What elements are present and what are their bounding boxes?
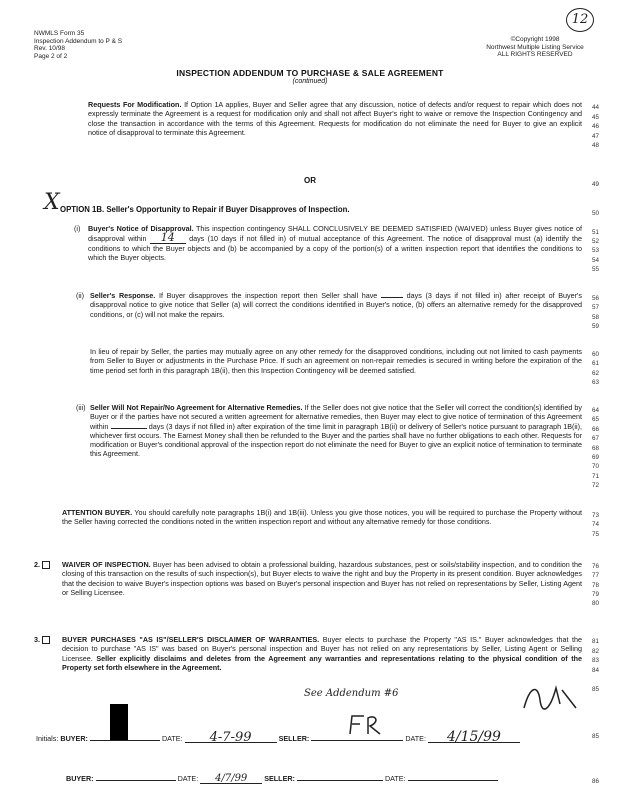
page-subtitle: (continued) bbox=[292, 78, 328, 85]
section-2-number: 2. bbox=[34, 560, 40, 569]
line-number: 76 bbox=[592, 563, 600, 570]
item-iii-body2: days (3 days if not filled in) after expiration of the time limit in paragraph 1B(ii) or delivery of Seller's notice pursuant to paragraph 1B(ii), whichever first occurs. The Earnest Money shall then be refunded to the Buyer and the parties shall have no further obligations to each other. Requests for modification or Buyer's conditional approval of the inspection report do not eliminate the need for Buyer to give an explicit notice of termination to terminate this Agreement. bbox=[90, 421, 583, 459]
item-i-paragraph bbox=[88, 224, 582, 262]
line-number: 64 bbox=[592, 407, 600, 414]
line-number: 63 bbox=[592, 379, 600, 386]
item-iii-paragraph bbox=[90, 403, 582, 459]
item-ii-body1: If Buyer disapproves the inspection report then Seller shall have bbox=[158, 291, 378, 300]
line-number: 51 bbox=[592, 229, 600, 236]
line-number: 77 bbox=[592, 572, 600, 579]
redaction-block bbox=[110, 704, 128, 740]
section-3-heading: BUYER PURCHASES "AS IS"/SELLER'S DISCLAIMER OF WARRANTIES. bbox=[62, 635, 320, 644]
line-number: 75 bbox=[592, 531, 600, 538]
seller-date-field-1[interactable]: 4/15/99 bbox=[428, 733, 520, 743]
or-divider: OR bbox=[304, 176, 316, 185]
seller-label-2: SELLER: bbox=[264, 774, 295, 783]
buyer-label-2: BUYER: bbox=[66, 774, 94, 783]
section-2-paragraph bbox=[62, 560, 582, 597]
attention-paragraph bbox=[62, 508, 582, 527]
line-number: 58 bbox=[592, 314, 600, 321]
form-header-left bbox=[34, 30, 122, 60]
buyer-date-field-1[interactable]: 4-7-99 bbox=[185, 733, 277, 743]
section-2-marker bbox=[34, 560, 50, 569]
line-number: 49 bbox=[592, 181, 600, 188]
page-title: INSPECTION ADDENDUM TO PURCHASE & SALE AGREEMENT bbox=[176, 68, 444, 78]
rights: ALL RIGHTS RESERVED bbox=[497, 51, 573, 58]
item-iii-heading: Seller Will Not Repair/No Agreement for Alternative Remedies. bbox=[90, 403, 303, 412]
attention-body: You should carefully note paragraphs 1B(i) and 1B(iii). Unless you give those notices, you will be required to purchase the Property without the Seller having corrected the conditions noted in the written inspection report and without any alternative remedy for those conditions. bbox=[62, 508, 582, 527]
circled-page-mark bbox=[566, 8, 594, 32]
initials-label: Initials: bbox=[36, 734, 59, 743]
line-number: 48 bbox=[592, 142, 600, 149]
line-number: 54 bbox=[592, 257, 600, 264]
form-header-right bbox=[470, 36, 600, 59]
disapproval-days-field[interactable]: 14 bbox=[150, 233, 186, 243]
seller-date-field-2[interactable] bbox=[408, 780, 498, 781]
line-number: 78 bbox=[592, 582, 600, 589]
line-number: 81 bbox=[592, 638, 600, 645]
line-number: 66 bbox=[592, 426, 600, 433]
form-number: NWMLS Form 35 bbox=[34, 30, 85, 37]
item-ii-body2: days (3 days if not filled in) after receipt of Buyer's disapproval notice to give notice that Seller (a) will correct the conditions identified in Buyer's notice, (b) offers an alternative remedy for the disapproved conditions, or (c) will not make the repairs. bbox=[90, 291, 583, 319]
section-3-marker bbox=[34, 635, 50, 644]
section-3-checkbox[interactable] bbox=[42, 636, 50, 644]
item-iii-label: (iii) bbox=[76, 403, 86, 412]
requests-heading: Requests For Modification. bbox=[88, 100, 182, 109]
line-number: 74 bbox=[592, 521, 600, 528]
publisher: Northwest Multiple Listing Service bbox=[486, 43, 584, 51]
buyer-date-field-2[interactable]: 4/7/99 bbox=[200, 774, 262, 784]
line-number: 67 bbox=[592, 435, 600, 442]
circled-page-number: 12 bbox=[571, 12, 589, 27]
section-2-body: Buyer has been advised to obtain a professional building, hazardous substances, pest or soils/stability inspection, and to condition the closing of this transaction on the results of such inspection(s), but Buyer elects to waive the right and buy the Property in its present condition. Buyer acknowledges that the decision to waive Buyer's inspection options was based on Buyer's personal inspection and Buyer has not relied on representations by Seller, Listing Agent or Selling Licensee. bbox=[62, 560, 582, 597]
line-number: 71 bbox=[592, 473, 600, 480]
line-number: 55 bbox=[592, 266, 600, 273]
item-ii-heading: Seller's Response. bbox=[90, 291, 156, 300]
line-number: 68 bbox=[592, 445, 600, 452]
initials-row-2 bbox=[66, 774, 596, 784]
item-iii-body1: If the Seller does not give notice that the Seller will correct the condition(s) identified by Buyer or if the parties have not secured a written agreement for alternative remedies, then Buyer may elect to give notice of termination of this Agreement within bbox=[90, 403, 583, 431]
termination-days-field[interactable] bbox=[111, 428, 147, 429]
section-3-body1: Buyer elects to purchase the Property "AS IS." Buyer acknowledges that the decision to purchase "AS IS" was based on Buyer's personal inspection and Buyer has not relied on any representations by Seller, Listing Agent or Selling Licensee. bbox=[62, 635, 583, 663]
form-name: Inspection Addendum to P & S bbox=[34, 37, 123, 45]
line-number: 72 bbox=[592, 482, 600, 489]
initials-row-1 bbox=[36, 730, 596, 743]
line-number: 69 bbox=[592, 454, 600, 461]
seller-initials-signature-1 bbox=[346, 712, 386, 736]
item-i-body1: This inspection contingency SHALL CONCLUSIVELY BE DEEMED SATISFIED (WAIVED) unless Buyer gives notice of disapproval within bbox=[88, 224, 583, 244]
line-number: 47 bbox=[592, 133, 600, 140]
requests-paragraph bbox=[88, 100, 582, 137]
date-label-2: DATE: bbox=[405, 734, 426, 743]
line-number: 57 bbox=[592, 304, 600, 311]
buyer-initials-field-2[interactable] bbox=[96, 780, 176, 781]
line-number: 46 bbox=[592, 123, 600, 130]
item-ii-lieu-paragraph: In lieu of repair by Seller, the parties may mutually agree on any other remedy for the disapproved conditions, including out not limited to cash payments from Seller to Buyer or adjustments in the Purchase Price. If such an agreement on non-repair remedies is secured in writing before the expiration of the time period set forth in this paragraph 1B(ii), then this Inspection Contingency will be deemed satisfied. bbox=[90, 347, 582, 375]
option-checkmark: X bbox=[44, 190, 60, 215]
line-number: 45 bbox=[592, 114, 600, 121]
line-number: 56 bbox=[592, 295, 600, 302]
requests-body: If Option 1A applies, Buyer and Seller agree that any discussion, notice of defects and/or request to repair which does not expressly terminate the Agreement is a request for modification only and shall not affect Buyer's right to waive or remove the Inspection Contingency and close the transaction in accordance with the terms of this Agreement. Requests for modification do not eliminate the need for Buyer to give an explicit notice of disapproval to terminate this Agreement. bbox=[88, 100, 583, 137]
date-label-1: DATE: bbox=[161, 734, 183, 743]
item-ii-paragraph bbox=[90, 291, 582, 319]
seller-initials-field-2[interactable] bbox=[297, 780, 383, 781]
line-number: 82 bbox=[592, 648, 600, 655]
copyright: ©Copyright 1998 bbox=[510, 36, 560, 43]
form-revision: Rev. 10/98 bbox=[34, 45, 65, 52]
line-number: 59 bbox=[592, 323, 600, 330]
line-number: 62 bbox=[592, 370, 600, 377]
line-number: 79 bbox=[592, 591, 600, 598]
seller-initials-field-1[interactable] bbox=[311, 740, 403, 741]
line-number: 65 bbox=[592, 416, 600, 423]
section-3-body2: Seller explicitly disclaims and deletes from the Agreement any warranties and representations relating to the physical condition of the Property set forth elsewhere in the Agreement. bbox=[62, 653, 583, 672]
item-i-body2: days (10 days if not filled in) of mutual acceptance of this Agreement. The notice of disapproval must (a) identify the conditions to which the Buyer objects and (b) be accompanied by a copy of the portion(s) of a written inspection report that identifies the conditions to which the Buyer objects. bbox=[88, 234, 582, 262]
line-number: 44 bbox=[592, 104, 600, 111]
line-number: 52 bbox=[592, 238, 600, 245]
section-3-paragraph bbox=[62, 635, 582, 672]
attention-heading: ATTENTION BUYER. bbox=[62, 508, 133, 517]
seller-response-days-field[interactable] bbox=[381, 297, 403, 298]
line-number: 83 bbox=[592, 657, 600, 664]
option-1b-heading: OPTION 1B. Seller's Opportunity to Repair if Buyer Disapproves of Inspection. bbox=[60, 205, 350, 214]
item-i-heading: Buyer's Notice of Disapproval. bbox=[88, 224, 194, 233]
page-number: Page 2 of 2 bbox=[34, 52, 68, 60]
line-number: 50 bbox=[592, 210, 600, 217]
buyer-label-1: BUYER: bbox=[60, 734, 88, 743]
line-number: 61 bbox=[592, 360, 600, 367]
item-ii-label: (ii) bbox=[76, 291, 84, 300]
section-2-checkbox[interactable] bbox=[42, 561, 50, 569]
line-number: 80 bbox=[592, 600, 600, 607]
date-label-3: DATE: bbox=[177, 774, 199, 783]
line-number: 85 bbox=[592, 686, 600, 693]
line-number: 70 bbox=[592, 463, 600, 470]
section-2-heading: WAIVER OF INSPECTION. bbox=[62, 560, 151, 569]
item-i-label: (i) bbox=[74, 224, 81, 233]
line-number: 53 bbox=[592, 247, 600, 254]
seller-label-1: SELLER: bbox=[278, 734, 310, 743]
line-number: 60 bbox=[592, 351, 600, 358]
buyer-initials-field-1[interactable] bbox=[90, 730, 160, 741]
line-number: 73 bbox=[592, 512, 600, 519]
section-3-number: 3. bbox=[34, 635, 40, 644]
line-number: 86 bbox=[592, 778, 600, 785]
handwritten-addendum-note: See Addendum #6 bbox=[304, 688, 399, 699]
line-number: 85 bbox=[592, 733, 600, 740]
seller-initials-scribble bbox=[520, 680, 580, 714]
date-label-4: DATE: bbox=[384, 774, 406, 783]
line-number: 84 bbox=[592, 667, 600, 674]
